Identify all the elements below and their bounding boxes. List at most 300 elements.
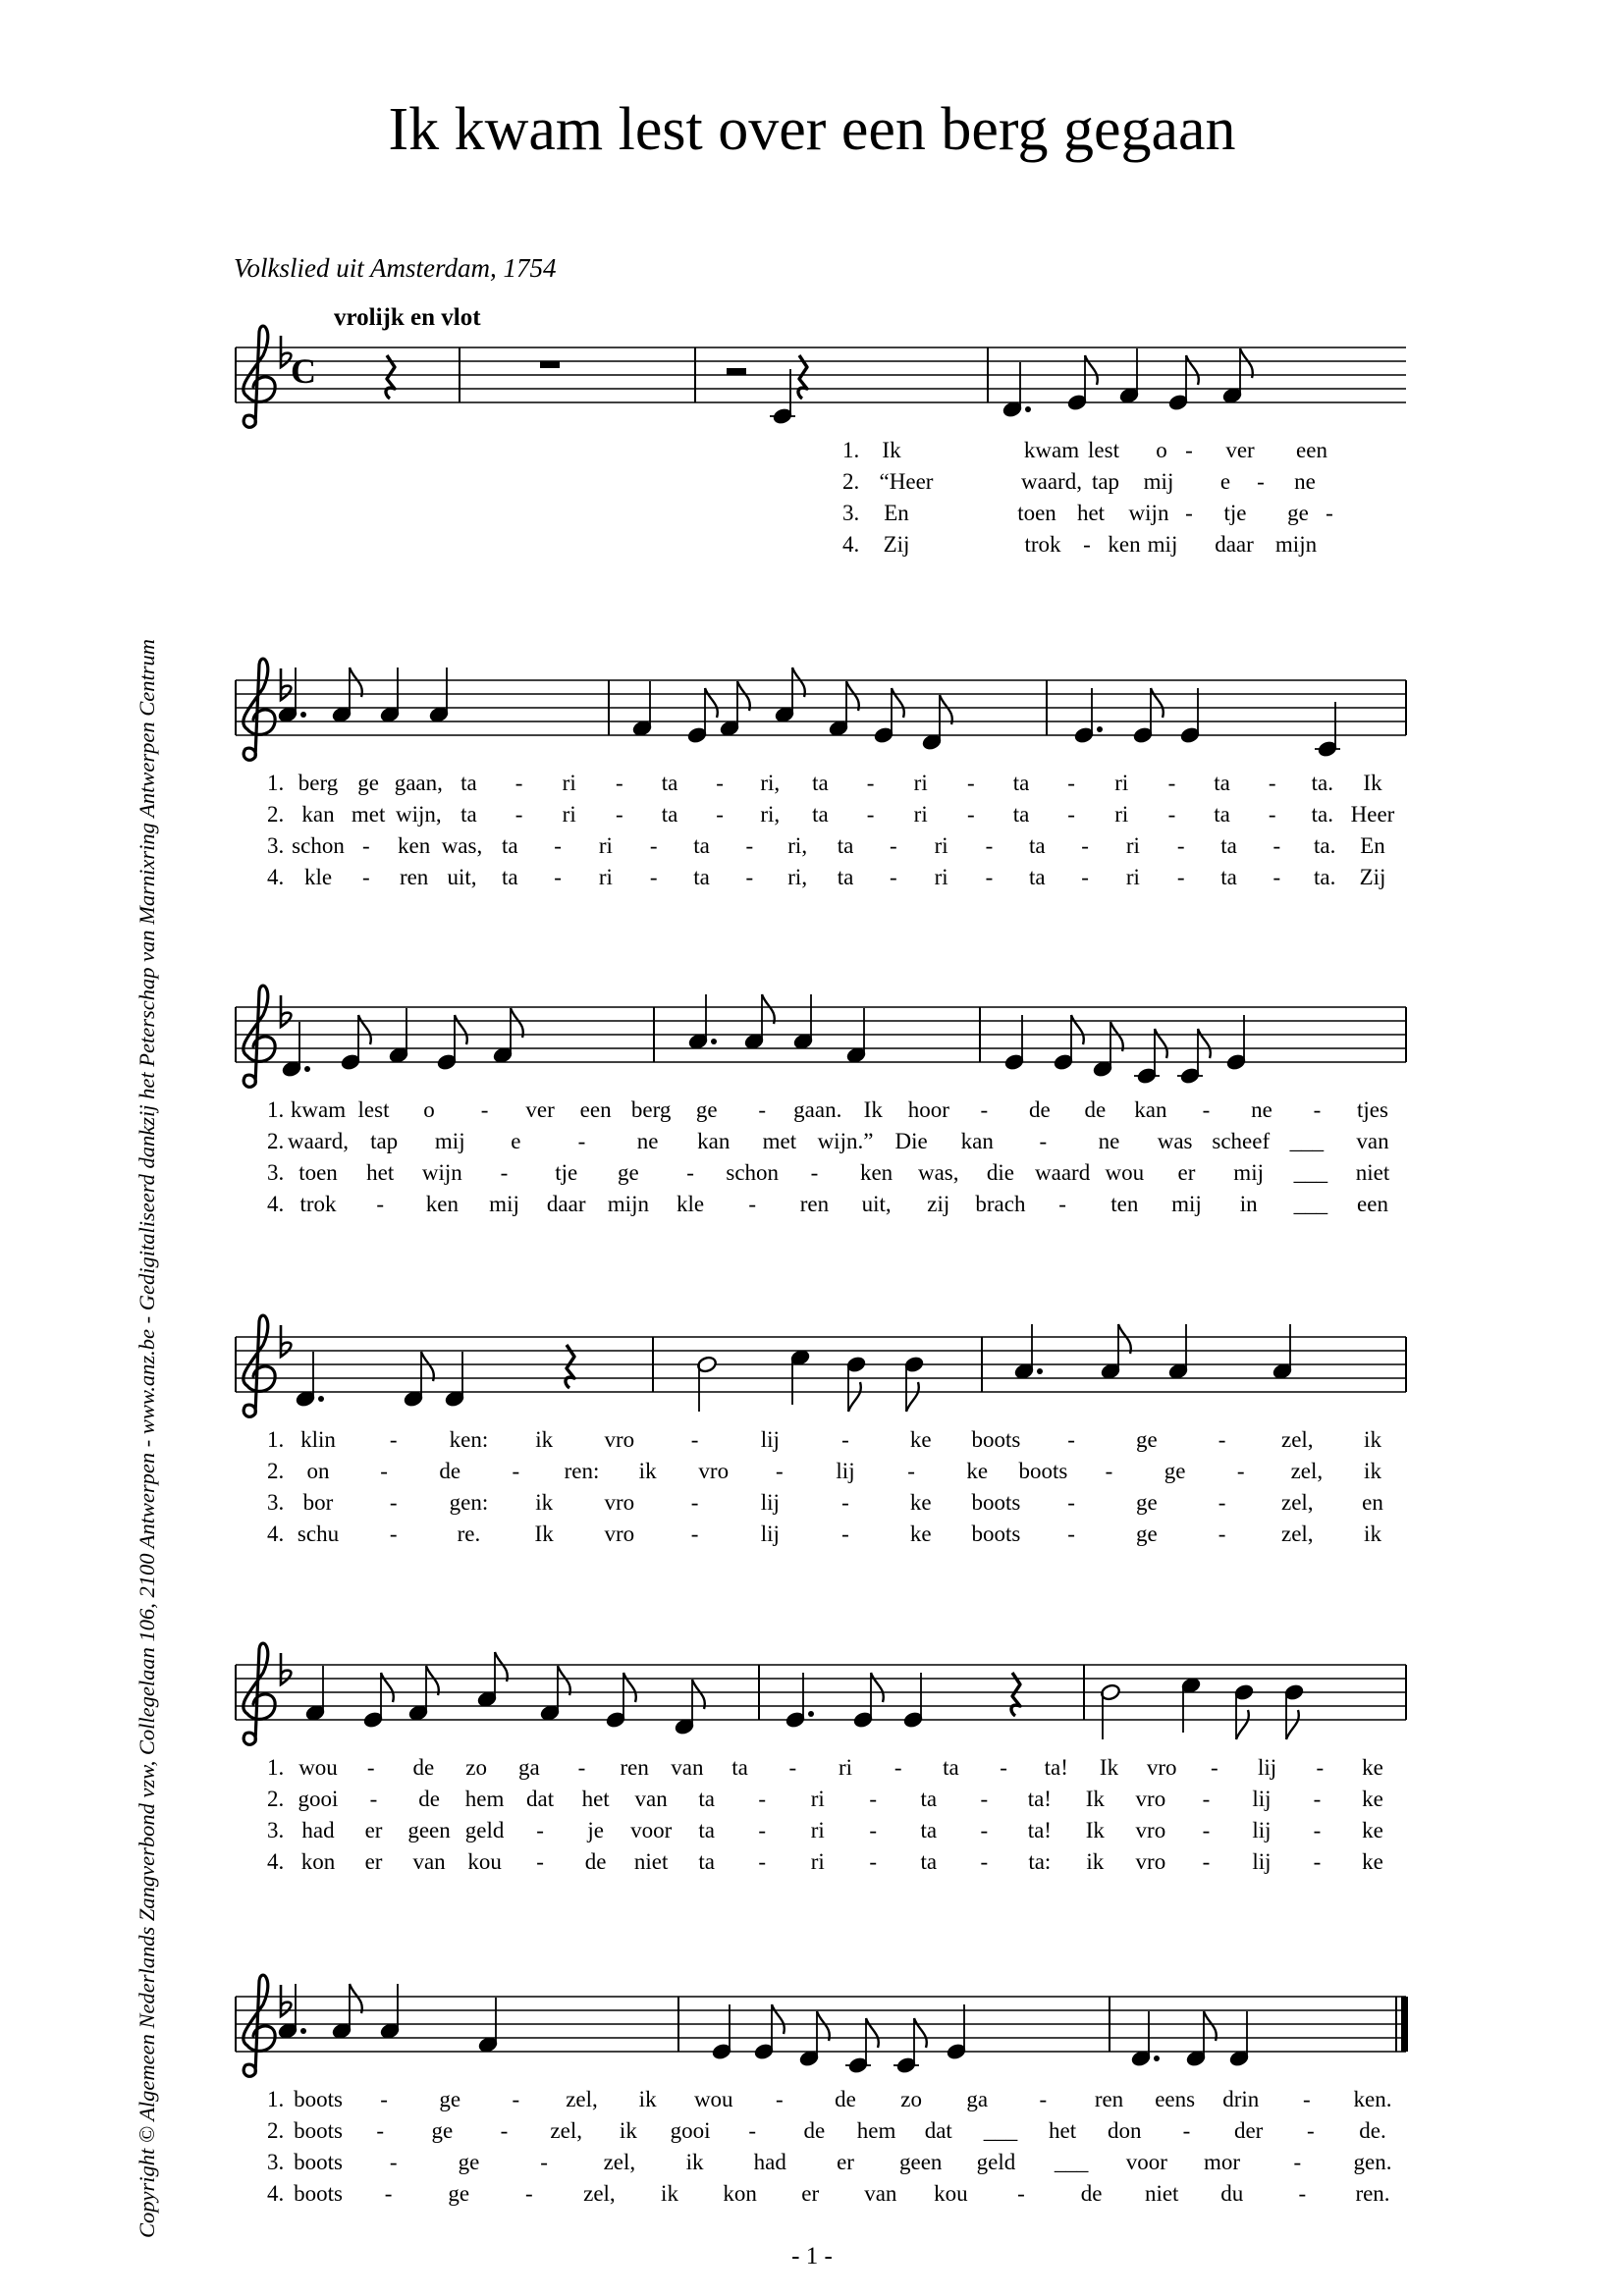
lyric-syllable: on <box>306 1459 330 1483</box>
lyric-syllable: de <box>1084 1097 1107 1122</box>
lyric-syllable: ge <box>1135 1490 1158 1515</box>
lyric-syllable: - <box>889 865 897 889</box>
note-icon <box>1013 1324 1043 1380</box>
lyric-syllable: er <box>1177 1160 1196 1185</box>
lyric-syllable: ta <box>943 1755 959 1780</box>
lyric-syllable: - <box>869 1818 878 1842</box>
lyric-syllable: ik <box>638 1459 657 1483</box>
note-icon <box>845 1356 867 1412</box>
rest-icon <box>540 361 560 368</box>
note-icon <box>711 2004 732 2060</box>
lyric-syllable: de <box>418 1787 440 1811</box>
lyric-syllable: ge <box>1164 1459 1186 1483</box>
lyric-syllable: ta <box>920 1818 938 1842</box>
lyric-syllable: tje <box>555 1160 578 1185</box>
lyric-syllable: ta <box>501 833 518 858</box>
lyric-syllable: vro <box>1135 1818 1166 1842</box>
lyric-syllable: lij <box>1258 1755 1277 1780</box>
lyric-syllable: zel, <box>1281 1490 1314 1515</box>
lyric-syllable: ri <box>810 1818 825 1842</box>
lyric-syllable: - <box>514 771 523 795</box>
lyric-syllable: ta. <box>1313 833 1336 858</box>
key-signature-flat-icon <box>281 336 291 367</box>
rest-icon <box>727 368 746 375</box>
lyric-syllable: - <box>841 1427 849 1452</box>
lyric-syllable: Ik <box>1099 1755 1119 1780</box>
note-icon <box>743 994 775 1050</box>
lyric-syllable: tap <box>1091 469 1120 494</box>
verse-number: 1. <box>267 771 285 795</box>
lyric-syllable: zel, <box>1281 1427 1314 1452</box>
lyric-syllable: - <box>514 802 523 827</box>
lyric-syllable: - <box>748 1192 757 1216</box>
lyric-syllable: ta <box>1220 865 1237 889</box>
lyric-syllable: ik <box>619 2118 637 2143</box>
verse-number: 4. <box>267 1849 285 1874</box>
lyric-syllable: ta! <box>1044 1755 1068 1780</box>
lyric-syllable: - <box>1293 2150 1302 2174</box>
lyric-syllable: - <box>361 865 370 889</box>
treble-clef-icon <box>244 986 275 1087</box>
lyric-syllable: boots <box>971 1522 1021 1546</box>
lyric-syllable: En <box>1360 833 1385 858</box>
lyric-syllable: van <box>864 2181 897 2206</box>
staff-system <box>0 651 1624 945</box>
lyric-syllable: een <box>1357 1192 1388 1216</box>
lyric-syllable: ren <box>799 1192 830 1216</box>
lyric-syllable: ren <box>399 865 429 889</box>
lyric-syllable: ke <box>1362 1849 1383 1874</box>
lyric-syllable: ta <box>460 771 477 795</box>
lyric-syllable: - <box>361 833 370 858</box>
lyric-syllable: ge <box>1135 1522 1158 1546</box>
lyric-syllable: van <box>634 1787 668 1811</box>
lyric-syllable: don <box>1108 2118 1142 2143</box>
lyric-syllable: in <box>1239 1192 1258 1216</box>
note-icon <box>1228 2011 1250 2067</box>
lyric-syllable: - <box>524 2181 533 2206</box>
lyric-syllable: het <box>581 1787 610 1811</box>
lyric-syllable: - <box>1017 2181 1025 2206</box>
lyric-syllable: - <box>686 1160 694 1185</box>
lyric-syllable: ren: <box>564 1459 600 1483</box>
lyric-syllable: had <box>753 2150 786 2174</box>
note-icon <box>477 1998 499 2054</box>
note-icon <box>674 1680 705 1735</box>
lyric-syllable: er <box>801 2181 820 2206</box>
lyric-syllable: - <box>907 1459 915 1483</box>
lyric-syllable: ta <box>693 865 710 889</box>
note-icon <box>1100 1683 1121 1739</box>
note-icon <box>770 369 795 425</box>
lyric-syllable: een <box>579 1097 612 1122</box>
lyric-syllable: geen <box>898 2150 943 2174</box>
lyric-syllable: - <box>1218 1427 1226 1452</box>
lyric-syllable: niet <box>1144 2181 1179 2206</box>
lyric-syllable: Ik <box>1085 1787 1105 1811</box>
lyric-syllable: Ik <box>1363 771 1382 795</box>
lyric-syllable: - <box>1202 1849 1211 1874</box>
lyric-syllable: daar <box>1215 532 1254 557</box>
note-icon <box>331 1984 362 2040</box>
note-icon <box>845 2018 879 2074</box>
lyric-syllable: - <box>758 1818 767 1842</box>
lyric-syllable: - <box>1067 1522 1075 1546</box>
lyric-syllable: - <box>889 833 897 858</box>
note-icon <box>1315 702 1340 758</box>
lyric-syllable: - <box>369 1787 378 1811</box>
lyric-syllable: - <box>869 1787 878 1811</box>
lyric-syllable: - <box>1105 1459 1113 1483</box>
lyric-syllable: ri <box>913 802 928 827</box>
verse-number: 4. <box>267 865 285 889</box>
lyric-syllable: ri <box>934 865 948 889</box>
lyric-syllable: schon <box>292 833 345 858</box>
note-icon <box>696 1356 718 1412</box>
lyric-syllable: - <box>1303 2087 1311 2111</box>
lyric-syllable: tap <box>370 1129 399 1153</box>
verse-number: 2. <box>267 1787 285 1811</box>
verse-number: 3. <box>267 1490 285 1515</box>
lyric-syllable: - <box>980 1818 989 1842</box>
lyric-syllable: ta! <box>1027 1787 1052 1811</box>
lyric-syllable: trok <box>1024 532 1061 557</box>
lyric-syllable: - <box>616 802 623 827</box>
lyric-syllable: - <box>1306 2118 1315 2143</box>
lyric-syllable: kan <box>1134 1097 1167 1122</box>
lyric-syllable: ta <box>661 771 678 795</box>
lyric-syllable: berg <box>298 771 339 795</box>
lyric-syllable: boots <box>971 1490 1021 1515</box>
lyric-syllable: mij <box>434 1129 465 1153</box>
lyric-syllable: vro <box>1135 1849 1166 1874</box>
lyric-syllable: - <box>788 1755 797 1780</box>
lyric-syllable: kle <box>303 865 333 889</box>
staff-system <box>0 1635 1624 1930</box>
key-signature-flat-icon <box>281 1985 291 2016</box>
lyric-syllable: toen <box>298 1160 338 1185</box>
lyric-syllable: mij <box>1171 1192 1202 1216</box>
lyric-syllable: berg <box>630 1097 672 1122</box>
lyric-syllable: - <box>1218 1490 1226 1515</box>
note-icon <box>893 2018 927 2074</box>
lyric-syllable: mij <box>1143 469 1174 494</box>
lyric-syllable: ri <box>913 771 928 795</box>
song-source: Volkslied uit Amsterdam, 1754 <box>234 253 557 283</box>
lyric-syllable: ge <box>618 1160 639 1185</box>
lyric-syllable: de <box>439 1459 461 1483</box>
note-icon <box>1118 348 1140 404</box>
lyric-syllable: ik <box>535 1490 554 1515</box>
lyric-syllable: - <box>1000 1755 1007 1780</box>
staff-system <box>0 1967 1624 2262</box>
lyric-syllable: Ik <box>863 1097 883 1122</box>
lyric-syllable: - <box>389 2150 398 2174</box>
note-icon <box>1180 1677 1202 1733</box>
lyric-syllable: uit, <box>447 865 477 889</box>
lyric-syllable: wijn <box>1128 501 1169 525</box>
lyric-syllable: ken <box>398 833 431 858</box>
lyric-syllable: schon <box>726 1160 780 1185</box>
lyric-syllable: vro <box>698 1459 730 1483</box>
note-icon <box>828 681 859 737</box>
final-barline <box>1401 1997 1408 2052</box>
lyric-syllable: du <box>1220 2181 1244 2206</box>
lyric-syllable: ge <box>695 1097 718 1122</box>
lyric-syllable: was <box>1157 1129 1193 1153</box>
lyric-syllable: de <box>1080 2181 1103 2206</box>
lyric-syllable: - <box>869 1849 878 1874</box>
lyric-syllable: ik <box>535 1427 554 1452</box>
lyric-syllable: o <box>423 1097 435 1122</box>
verse-number: 4. <box>267 2181 285 2206</box>
staff-system <box>0 978 1624 1272</box>
lyric-syllable: vro <box>604 1522 635 1546</box>
lyric-syllable: dat <box>924 2118 952 2143</box>
lyric-syllable: - <box>690 1522 699 1546</box>
lyric-syllable: - <box>745 865 754 889</box>
lyric-syllable: ta <box>920 1787 938 1811</box>
lyric-syllable: - <box>536 1849 544 1874</box>
lyric-syllable: - <box>649 865 658 889</box>
lyric-syllable: geld <box>976 2150 1016 2174</box>
lyric-syllable: - <box>841 1490 849 1515</box>
lyric-syllable: lij <box>760 1522 780 1546</box>
lyric-syllable: trok <box>299 1192 337 1216</box>
treble-clef-icon <box>244 326 275 427</box>
lyric-syllable: - <box>1167 771 1176 795</box>
lyric-syllable: “Heer <box>879 469 934 494</box>
lyric-syllable: vro <box>604 1427 635 1452</box>
key-signature-flat-icon <box>281 668 291 700</box>
lyric-syllable: zo <box>900 2087 922 2111</box>
lyric-syllable: vro <box>1146 1755 1177 1780</box>
lyric-syllable: - <box>1257 469 1265 494</box>
lyric-syllable: kon <box>723 2181 757 2206</box>
lyric-syllable: ri <box>1114 802 1129 827</box>
lyric-syllable: - <box>1167 802 1176 827</box>
lyric-syllable: ge <box>1287 501 1309 525</box>
common-time-icon: C <box>291 351 316 391</box>
lyric-syllable: ta <box>661 802 678 827</box>
lyric-syllable: niet <box>633 1849 669 1874</box>
lyric-syllable: lest <box>357 1097 390 1122</box>
note-icon <box>1179 688 1201 744</box>
lyric-syllable: zel, <box>603 2150 636 2174</box>
lyric-syllable: - <box>1067 802 1075 827</box>
note-icon <box>1233 1683 1255 1739</box>
lyric-syllable: er <box>837 2150 854 2174</box>
lyric-syllable: mijn <box>607 1192 649 1216</box>
lyric-syllable: ge <box>431 2118 454 2143</box>
lyric-syllable: ge <box>1135 1427 1158 1452</box>
lyric-syllable: re. <box>457 1522 481 1546</box>
note-icon <box>1130 2011 1160 2067</box>
lyric-syllable: kle <box>676 1192 705 1216</box>
lyric-syllable: waard, <box>1021 469 1082 494</box>
lyric-syllable: - <box>1202 1097 1211 1122</box>
lyric-syllable: ri <box>598 833 613 858</box>
lyric-syllable: - <box>1272 865 1281 889</box>
lyric-syllable: van <box>1356 1129 1389 1153</box>
lyric-syllable: wou <box>1105 1160 1145 1185</box>
lyric-syllable: ta <box>698 1787 715 1811</box>
lyric-syllable: ta <box>812 802 829 827</box>
lyric-syllable: ri <box>598 865 613 889</box>
lyric-syllable: - <box>1316 1755 1325 1780</box>
lyric-syllable: - <box>776 2087 784 2111</box>
lyric-syllable: kan <box>301 802 335 827</box>
note-icon <box>539 1666 570 1722</box>
lyric-syllable: wijn.” <box>817 1129 874 1153</box>
lyric-syllable: was, <box>441 833 483 858</box>
lyric-syllable: - <box>985 833 994 858</box>
lyric-syllable: kon <box>300 1849 336 1874</box>
lyric-syllable: ken <box>1108 532 1141 557</box>
lyric-syllable: gaan, <box>394 771 443 795</box>
lyric-syllable: - <box>512 2087 520 2111</box>
verse-number: 1. <box>842 438 860 462</box>
lyric-syllable: - <box>1313 1787 1322 1811</box>
lyric-syllable: ri <box>810 1849 825 1874</box>
lyric-syllable: je <box>587 1818 604 1842</box>
lyric-syllable: - <box>1268 802 1276 827</box>
lyric-syllable: ken: <box>449 1427 489 1452</box>
lyric-syllable: kou <box>467 1849 502 1874</box>
verse-number: 2. <box>267 1459 285 1483</box>
verse-number: 2. <box>267 802 285 827</box>
lyric-syllable: - <box>1039 2087 1048 2111</box>
lyric-syllable: er <box>364 1849 383 1874</box>
lyric-syllable: - <box>1202 1787 1211 1811</box>
lyric-syllable: ken. <box>1353 2087 1392 2111</box>
lyric-syllable: ri <box>810 1787 825 1811</box>
lyric-syllable: - <box>649 833 658 858</box>
lyric-syllable: ren <box>620 1755 649 1780</box>
lyric-syllable: ik <box>638 2087 657 2111</box>
lyric-syllable: vro <box>604 1490 635 1515</box>
lyric-syllable: ta: <box>1028 1849 1052 1874</box>
lyric-syllable: - <box>758 1097 767 1122</box>
lyric-syllable: ta <box>837 833 854 858</box>
lyric-syllable: Ik <box>1085 1818 1105 1842</box>
lyric-syllable: - <box>776 1459 784 1483</box>
lyric-syllable: - <box>384 2181 393 2206</box>
lyric-syllable: boots <box>294 2150 343 2174</box>
lyric-syllable: mij <box>1233 1160 1264 1185</box>
lyric-syllable: - <box>1067 1490 1075 1515</box>
lyric-syllable: - <box>1182 2118 1191 2143</box>
lyric-syllable: - <box>1313 1097 1322 1122</box>
note-icon <box>902 1673 924 1729</box>
note-icon <box>331 667 362 723</box>
treble-clef-icon <box>244 1643 275 1744</box>
lyric-syllable: lij <box>760 1427 780 1452</box>
song-title: Ik kwam lest over een berg gegaan <box>388 96 1236 163</box>
lyric-syllable: ik <box>1364 1459 1381 1483</box>
lyric-syllable: - <box>1326 501 1333 525</box>
lyric-syllable: de <box>412 1755 435 1780</box>
lyric-syllable: e <box>1219 469 1231 494</box>
lyric-syllable: - <box>1211 1755 1218 1780</box>
lyric-syllable: - <box>1298 2181 1307 2206</box>
lyric-syllable: mor <box>1204 2150 1241 2174</box>
lyric-syllable: ke <box>909 1427 932 1452</box>
lyric-syllable: - <box>554 833 562 858</box>
verse-number: 2. <box>267 1129 285 1153</box>
lyric-syllable: - <box>500 2118 509 2143</box>
lyric-syllable: gen. <box>1353 2150 1392 2174</box>
lyric-syllable: ge <box>439 2087 461 2111</box>
lyric-syllable: ta <box>812 771 829 795</box>
verse-number: 3. <box>267 1160 285 1185</box>
lyric-syllable: ___ <box>1054 2150 1089 2174</box>
lyric-syllable: boots <box>294 2181 343 2206</box>
treble-clef-icon <box>244 659 275 760</box>
lyric-syllable: gen: <box>449 1490 489 1515</box>
lyric-syllable: - <box>1176 833 1185 858</box>
lyric-syllable: - <box>1081 865 1089 889</box>
lyric-syllable: - <box>380 1459 388 1483</box>
page-number: - 1 - <box>791 2243 833 2269</box>
lyric-syllable: scheef <box>1212 1129 1271 1153</box>
lyric-syllable: - <box>745 833 754 858</box>
note-icon <box>428 667 450 723</box>
lyric-syllable: kan <box>960 1129 994 1153</box>
lyric-syllable: - <box>1313 1818 1322 1842</box>
lyric-syllable: - <box>389 1490 398 1515</box>
verse-number: 4. <box>842 532 860 557</box>
lyric-syllable: mijn <box>1274 532 1318 557</box>
lyric-syllable: brach <box>975 1192 1026 1216</box>
key-signature-flat-icon <box>281 1325 291 1357</box>
lyric-syllable: - <box>1039 1129 1048 1153</box>
lyric-syllable: - <box>716 771 724 795</box>
lyric-syllable: ri <box>562 802 576 827</box>
lyric-syllable: ri, <box>787 865 808 889</box>
lyric-syllable: had <box>301 1818 335 1842</box>
lyric-syllable: - <box>540 2150 548 2174</box>
lyric-syllable: - <box>1176 865 1185 889</box>
tempo-marking: vrolijk en vlot <box>334 304 481 331</box>
note-icon <box>789 1349 811 1405</box>
lyric-syllable: - <box>480 1097 489 1122</box>
lyric-syllable: der <box>1233 2118 1264 2143</box>
lyric-syllable: ver <box>525 1097 555 1122</box>
lyric-syllable: Ik <box>534 1522 554 1546</box>
verse-number: 1. <box>267 1427 285 1452</box>
lyric-syllable: eens <box>1155 2087 1196 2111</box>
lyric-syllable: - <box>980 1787 989 1811</box>
lyric-syllable: zo <box>465 1755 487 1780</box>
note-icon <box>388 1008 409 1064</box>
lyric-syllable: - <box>554 865 562 889</box>
lyric-syllable: - <box>389 1522 398 1546</box>
lyric-syllable: lij <box>1252 1849 1272 1874</box>
lyric-syllable: e <box>511 1129 521 1153</box>
lyric-syllable: ri <box>934 833 948 858</box>
lyric-syllable: gooi <box>670 2118 711 2143</box>
lyric-syllable: ken <box>425 1192 459 1216</box>
lyric-syllable: niet <box>1355 1160 1390 1185</box>
lyric-syllable: ke <box>909 1522 932 1546</box>
verse-number: 1. <box>267 1097 285 1122</box>
lyric-syllable: ta <box>1214 802 1230 827</box>
note-icon <box>444 1352 465 1408</box>
lyric-syllable: ta <box>501 865 518 889</box>
lyric-syllable: - <box>1202 1818 1211 1842</box>
lyric-syllable: uit, <box>861 1192 892 1216</box>
